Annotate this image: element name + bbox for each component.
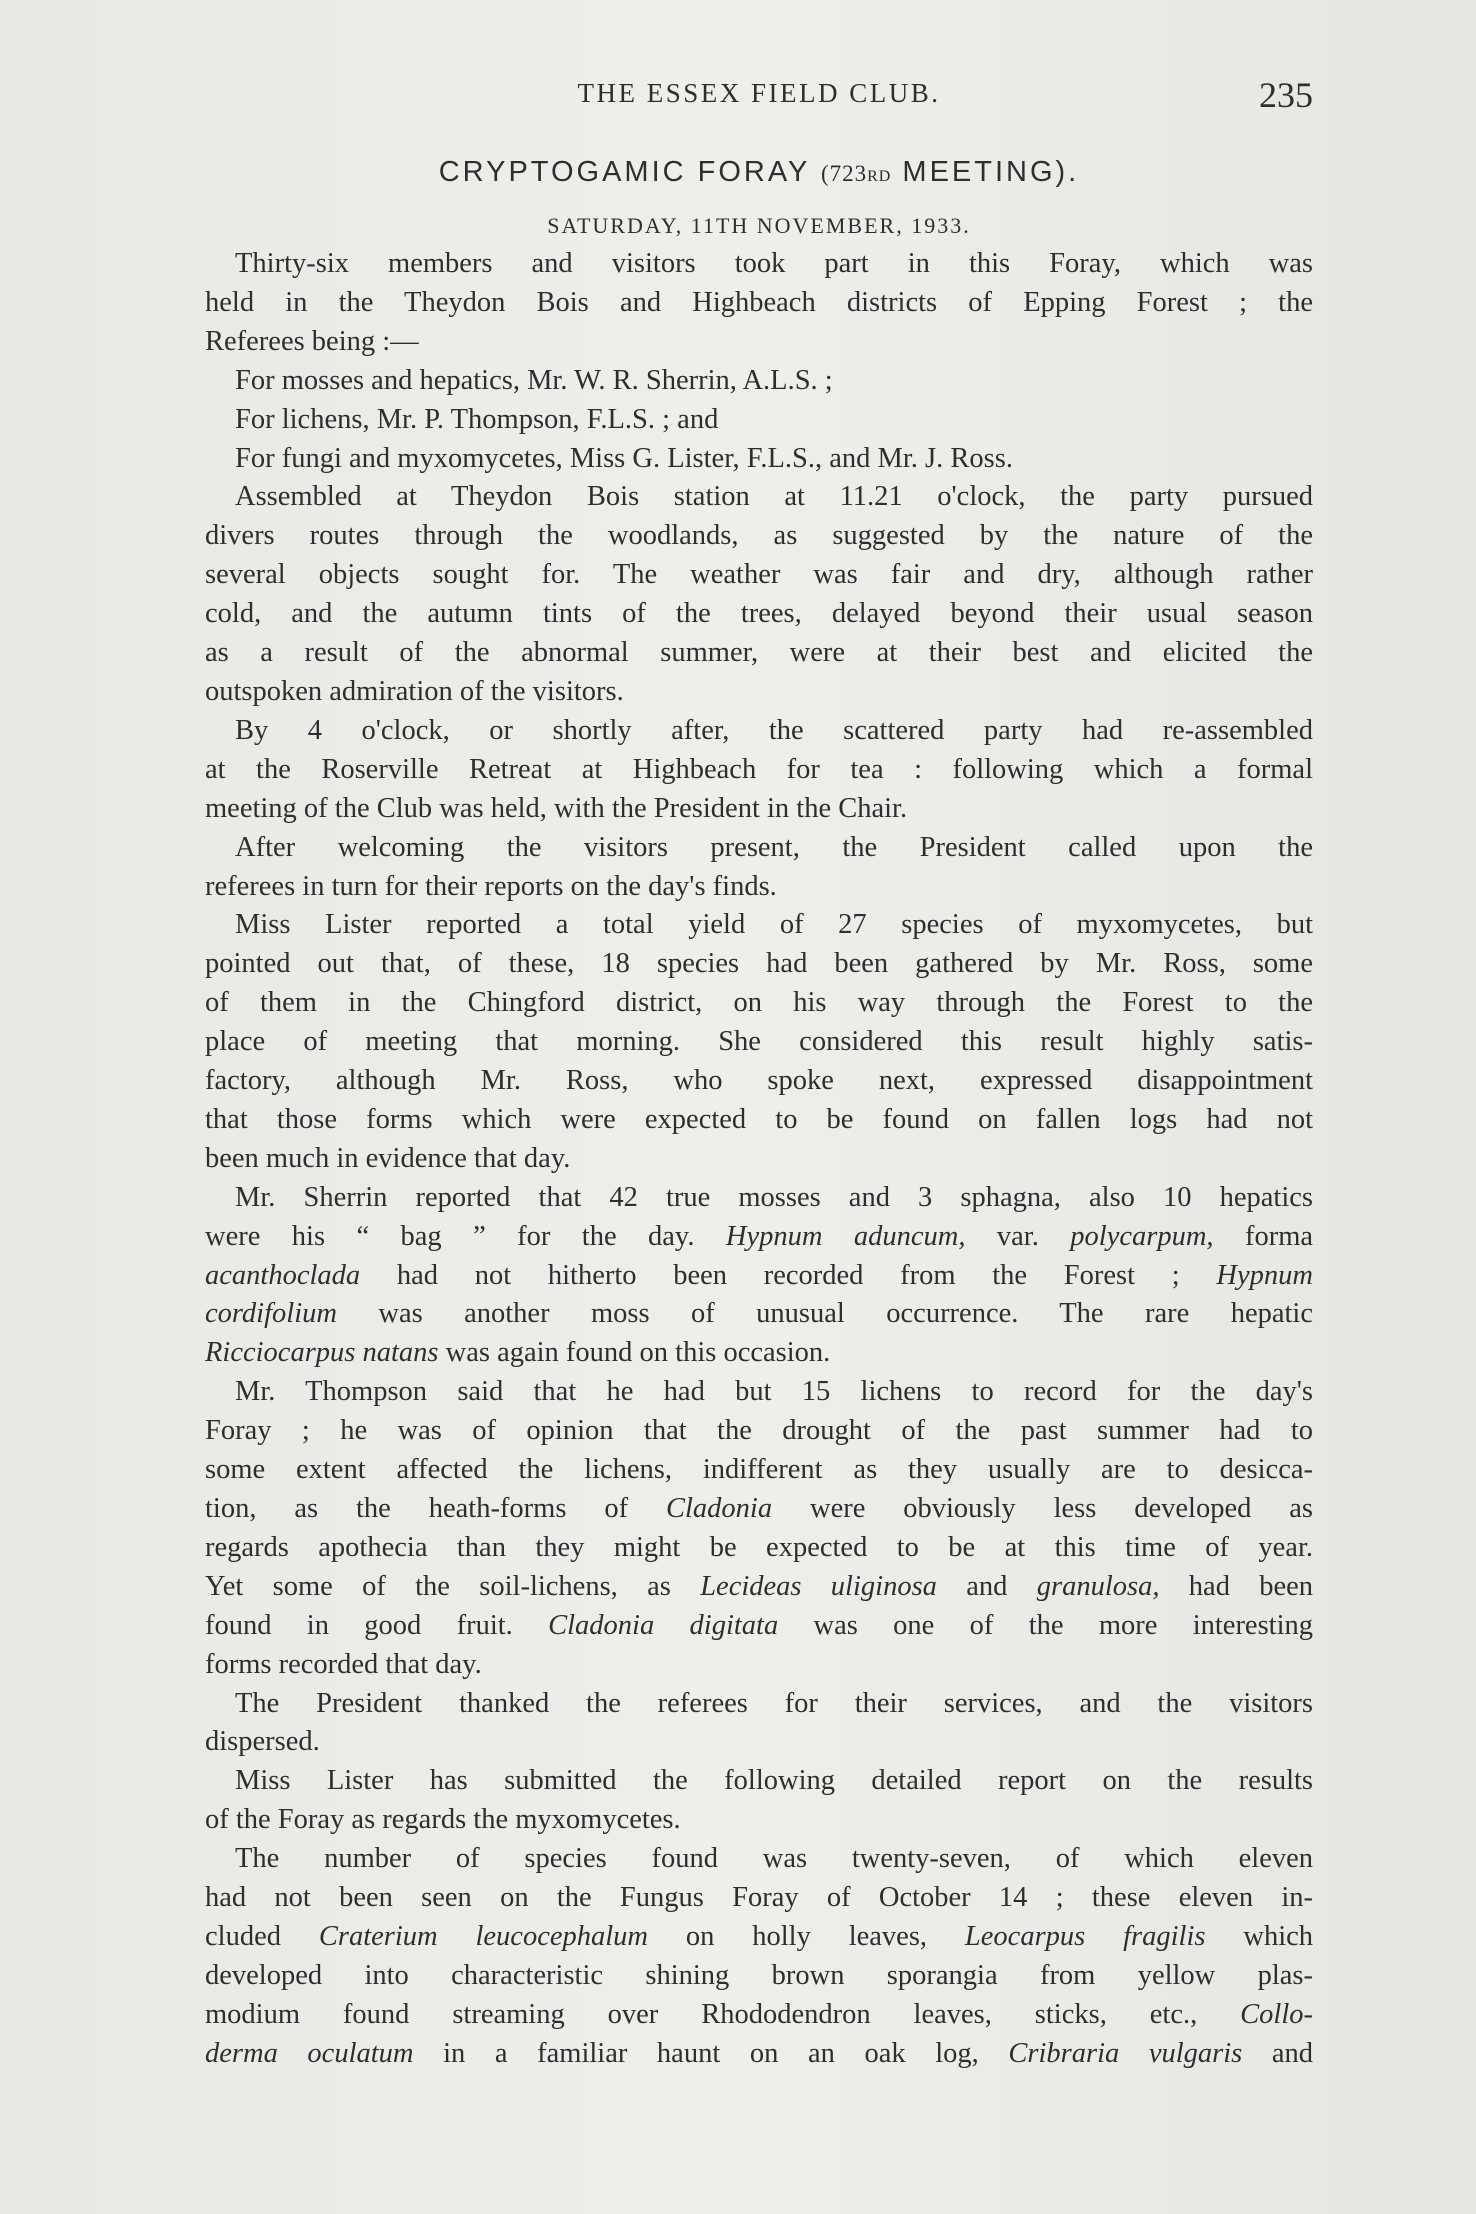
text-line: Referees being :— — [205, 325, 419, 357]
text-line: of the Foray as regards the myxomycetes. — [205, 1804, 681, 1836]
text-line: derma oculatum in a familiar haunt on an oak log, Cribraria vulgaris and — [205, 2037, 1314, 2069]
text-line: been much in evidence that day. — [205, 1142, 571, 1174]
text-line: divers routes through the woodlands, as suggested by the nature of the — [205, 520, 1313, 552]
running-title: THE ESSEX FIELD CLUB. — [577, 78, 941, 108]
text-line: Miss Lister reported a total yield of 27 species of myxomycetes, but — [235, 909, 1313, 941]
page-number: 235 — [1259, 75, 1313, 115]
species-name: Hypnum aduncum, — [725, 1220, 966, 1252]
text-line: some extent affected the lichens, indifferent as they usually are to desicca- — [205, 1454, 1313, 1486]
running-head — [205, 75, 1313, 118]
text-line: meeting of the Club was held, with the President in the Chair. — [205, 792, 908, 824]
species-name: Lecideas uliginosa — [700, 1570, 937, 1602]
text-line: Assembled at Theydon Bois station at 11.21 o'clock, the party pursued — [235, 481, 1313, 513]
referee-lichens: For lichens, Mr. P. Thompson, F.L.S. ; and — [235, 403, 719, 435]
text-line: acanthoclada had not hitherto been recorded from the Forest ; Hypnum — [205, 1259, 1313, 1291]
species-name: Leocarpus fragilis — [964, 1920, 1206, 1952]
text-line: dispersed. — [205, 1726, 320, 1758]
text-line: held in the Theydon Bois and Highbeach districts of Epping Forest ; the — [205, 286, 1313, 318]
text-line: found in good fruit. Cladonia digitata was one of the more interesting — [205, 1609, 1314, 1641]
text-line: that those forms which were expected to be found on fallen logs had not — [205, 1103, 1313, 1135]
text-line: at the Roserville Retreat at Highbeach for tea : following which a formal — [205, 753, 1313, 785]
species-name: Collo- — [1240, 1998, 1314, 2030]
text-line: modium found streaming over Rhododendron leaves, sticks, etc., Collo- — [205, 1998, 1314, 2030]
article-heading — [205, 156, 1313, 189]
species-name: Craterium leucocephalum — [318, 1920, 648, 1952]
species-name: granulosa, — [1036, 1570, 1160, 1602]
heading-meeting-number: (723RD — [820, 161, 892, 186]
heading-tail: MEETING). — [902, 156, 1080, 188]
text-line: By 4 o'clock, or shortly after, the scattered party had re-assembled — [235, 714, 1313, 746]
species-name: derma oculatum — [205, 2037, 414, 2069]
heading-main: CRYPTOGAMIC FORAY — [438, 156, 810, 188]
species-name: Hypnum — [1216, 1259, 1313, 1291]
text-line: Foray ; he was of opinion that the drought of the past summer had to — [205, 1415, 1313, 1447]
text-line: Thirty-six members and visitors took part in this Foray, which was — [235, 248, 1313, 279]
text-line: cold, and the autumn tints of the trees, delayed beyond their usual season — [205, 598, 1313, 630]
species-name: Cladonia digitata — [548, 1609, 779, 1641]
text-line: The number of species found was twenty-seven, of which eleven — [235, 1843, 1313, 1875]
text-line: developed into characteristic shining brown sporangia from yellow plas- — [205, 1959, 1313, 1991]
text-line: of them in the Chingford district, on his way through the Forest to the — [205, 987, 1313, 1019]
text-line: outspoken admiration of the visitors. — [205, 675, 624, 707]
species-name: cordifolium — [205, 1298, 337, 1330]
text-line: place of meeting that morning. She considered this result highly satis- — [205, 1026, 1313, 1058]
text-line: Mr. Thompson said that he had but 15 lichens to record for the day's — [235, 1376, 1313, 1408]
text-line: The President thanked the referees for their services, and the visitors — [235, 1687, 1313, 1719]
meeting-date: SATURDAY, 11TH NOVEMBER, 1933. — [547, 213, 971, 238]
text-line: Yet some of the soil-lichens, as Lecideas uliginosa and granulosa, had been — [205, 1570, 1314, 1602]
text-line: as a result of the abnormal summer, were at their best and elicited the — [205, 637, 1313, 669]
text-line: Miss Lister has submitted the following detailed report on the results — [235, 1765, 1313, 1797]
article-body — [205, 156, 1313, 2074]
text-line: referees in turn for their reports on the day's finds. — [205, 870, 777, 902]
text-line: had not been seen on the Fungus Foray of October 14 ; these eleven in- — [205, 1882, 1313, 1914]
species-name: Ricciocarpus natans — [205, 1337, 439, 1369]
text-line: Ricciocarpus natans was again found on this occasion. — [205, 1337, 831, 1369]
text-line: After welcoming the visitors present, the President called upon the — [235, 831, 1313, 863]
referee-fungi: For fungi and myxomycetes, Miss G. Lister, F.L.S., and Mr. J. Ross. — [235, 442, 1013, 474]
referee-mosses: For mosses and hepatics, Mr. W. R. Sherrin, A.L.S. ; — [235, 364, 833, 396]
text-line: tion, as the heath-forms of Cladonia were obviously less developed as — [205, 1493, 1313, 1524]
text-line: regards apothecia than they might be expected to be at this time of year. — [205, 1531, 1313, 1563]
text-line: Mr. Sherrin reported that 42 true mosses and 3 sphagna, also 10 hepatics — [235, 1181, 1313, 1213]
text-line: forms recorded that day. — [205, 1648, 482, 1680]
species-name: acanthoclada — [205, 1259, 361, 1291]
species-name: Cladonia — [665, 1493, 773, 1524]
text-line: cordifolium was another moss of unusual occurrence. The rare hepatic — [205, 1298, 1313, 1330]
text-line: pointed out that, of these, 18 species had been gathered by Mr. Ross, some — [205, 948, 1313, 980]
text-line: cluded Craterium leucocephalum on holly leaves, Leocarpus fragilis which — [205, 1920, 1314, 1952]
text-line: factory, although Mr. Ross, who spoke next, expressed disappointment — [205, 1065, 1313, 1097]
text-line: were his “ bag ” for the day. Hypnum aduncum, var. polycarpum, forma — [205, 1220, 1314, 1252]
species-name: polycarpum, — [1070, 1220, 1214, 1252]
species-name: Cribraria vulgaris — [1008, 2037, 1243, 2069]
text-line: several objects sought for. The weather was fair and dry, although rather — [205, 559, 1313, 591]
